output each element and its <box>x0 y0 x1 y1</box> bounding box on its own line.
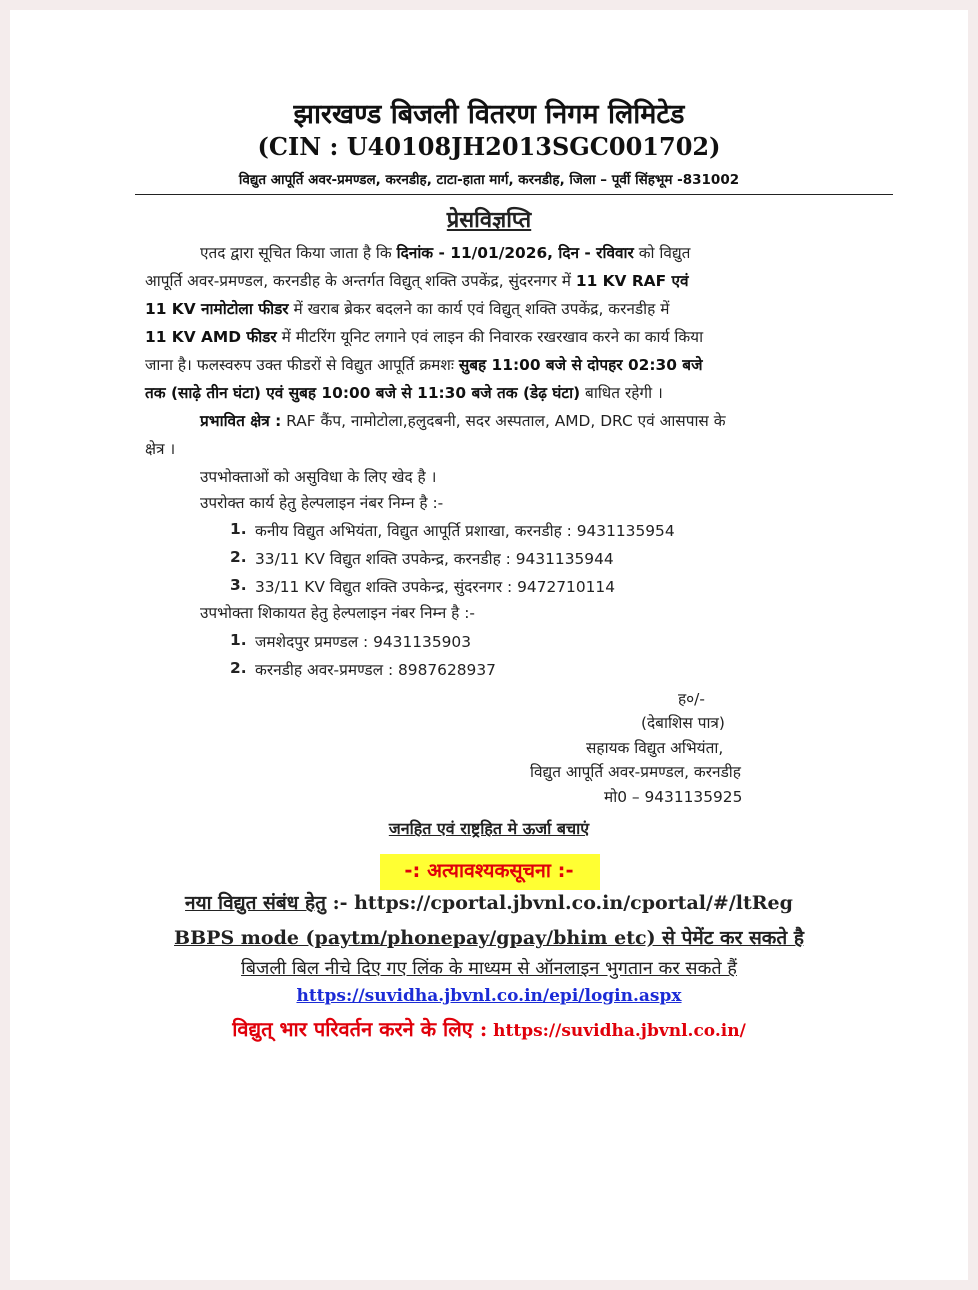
urgent-notice-heading: -: अत्यावश्यकसूचना :- <box>404 859 574 882</box>
notice-line-2: आपूर्ति अवर-प्रमण्डल, करनडीह के अन्तर्गत विद्युत् शक्ति उपकेंद्र, सुंदरनगर में 11 KV RAF एवं <box>145 272 689 290</box>
header-divider <box>135 194 893 195</box>
complaint-item-text: करनडीह अवर-प्रमण्डल : 8987628937 <box>255 661 496 679</box>
load-change-url[interactable]: https://suvidha.jbvnl.co.in/ <box>487 1021 746 1041</box>
complaint-item: 1. <box>230 631 247 649</box>
helpline-item: 2. <box>230 548 247 566</box>
bill-payment-link[interactable]: https://suvidha.jbvnl.co.in/epi/login.aspx <box>296 986 682 1006</box>
notice-line-6: तक (साढ़े तीन घंटा) एवं सुबह 10:00 बजे से 11:30 बजे तक (डेढ़ घंटा) बाधित रहेगी । <box>145 384 663 402</box>
affected-area-line-2: क्षेत्र । <box>145 440 176 458</box>
complaint-item: 2. <box>230 659 247 677</box>
bbps-payment-line: BBPS mode (paytm/phonepay/gpay/bhim etc) से पेमेंट कर सकते है <box>174 927 804 949</box>
helpline-item: 1. <box>230 520 247 538</box>
cin-number: (CIN : U40108JH2013SGC001702) <box>257 132 721 161</box>
signatory-designation: सहायक विद्युत अभियंता, <box>586 739 724 757</box>
office-address: विद्युत आपूर्ति अवर-प्रमण्डल, करनडीह, टाटा-हाता मार्ग, करनडीह, जिला – पूर्वी सिंहभूम -831002 <box>238 172 740 188</box>
notice-line-4: 11 KV AMD फीडर में मीटरिंग यूनिट लगाने एवं लाइन की निवारक रखरखाव करने का कार्य किया <box>145 328 704 346</box>
complaint-item-text: जमशेदपुर प्रमण्डल : 9431135903 <box>255 633 472 651</box>
press-release-title: प्रेसविज्ञप्ति <box>446 208 532 233</box>
apology-text: उपभोक्ताओं को असुविधा के लिए खेद है । <box>200 468 437 486</box>
helpline-item: 3. <box>230 576 247 594</box>
new-connection-label: नया विद्युत संबंध हेतु <box>185 892 326 914</box>
helpline-item-text: 33/11 KV विद्युत शक्ति उपकेन्द्र, करनडीह : 9431135944 <box>255 550 614 568</box>
helpline-item-text: कनीय विद्युत अभियंता, विद्युत आपूर्ति प्रशाखा, करनडीह : 9431135954 <box>255 522 675 540</box>
signatory-mobile: मो0 – 9431135925 <box>604 788 743 806</box>
org-title: झारखण्ड बिजली वितरण निगम लिमिटेड <box>293 99 685 130</box>
energy-slogan: जनहित एवं राष्ट्रहित मे ऊर्जा बचाएं <box>388 819 590 838</box>
notice-page <box>10 10 968 1280</box>
online-bill-payment-text: बिजली बिल नीचे दिए गए लिंक के माध्यम से ऑनलाइन भुगतान कर सकते हैं <box>241 958 737 979</box>
signatory-office: विद्युत आपूर्ति अवर-प्रमण्डल, करनडीह <box>530 763 741 781</box>
helpline-intro: उपरोक्त कार्य हेतु हेल्पलाइन नंबर निम्न है :- <box>200 494 444 512</box>
load-change-line <box>10 1015 968 1042</box>
affected-area-line-1: प्रभावित क्षेत्र : RAF कैंप, नामोटोला,हलुदबनी, सदर अस्पताल, AMD, DRC एवं आसपास के <box>200 412 726 430</box>
notice-line-3: 11 KV नामोटोला फीडर में खराब ब्रेकर बदलने का कार्य एवं विद्युत् शक्ति उपकेंद्र, करनडीह में <box>145 300 670 318</box>
notice-line-5: जाना है। फलस्वरुप उक्त फीडरों से विद्युत आपूर्ति क्रमशः सुबह 11:00 बजे से दोपहर 02:30 बजे <box>145 356 703 374</box>
signatory-name: (देबाशिस पात्र) <box>641 714 725 732</box>
load-change-label: विद्युत् भार परिवर्तन करने के लिए : <box>232 1017 488 1041</box>
notice-line-1: एतद द्वारा सूचित किया जाता है कि दिनांक - 11/01/2026, दिन - रविवार को विद्युत <box>200 244 691 262</box>
new-connection-url[interactable]: :- https://cportal.jbvnl.co.in/cportal/#/ltReg <box>325 892 793 914</box>
new-connection-line <box>10 889 968 915</box>
helpline-item-text: 33/11 KV विद्युत शक्ति उपकेन्द्र, सुंदरनगर : 9472710114 <box>255 578 615 596</box>
complaint-intro: उपभोक्ता शिकायत हेतु हेल्पलाइन नंबर निम्न है :- <box>200 604 475 622</box>
signature-mark: ह०/- <box>678 690 705 708</box>
